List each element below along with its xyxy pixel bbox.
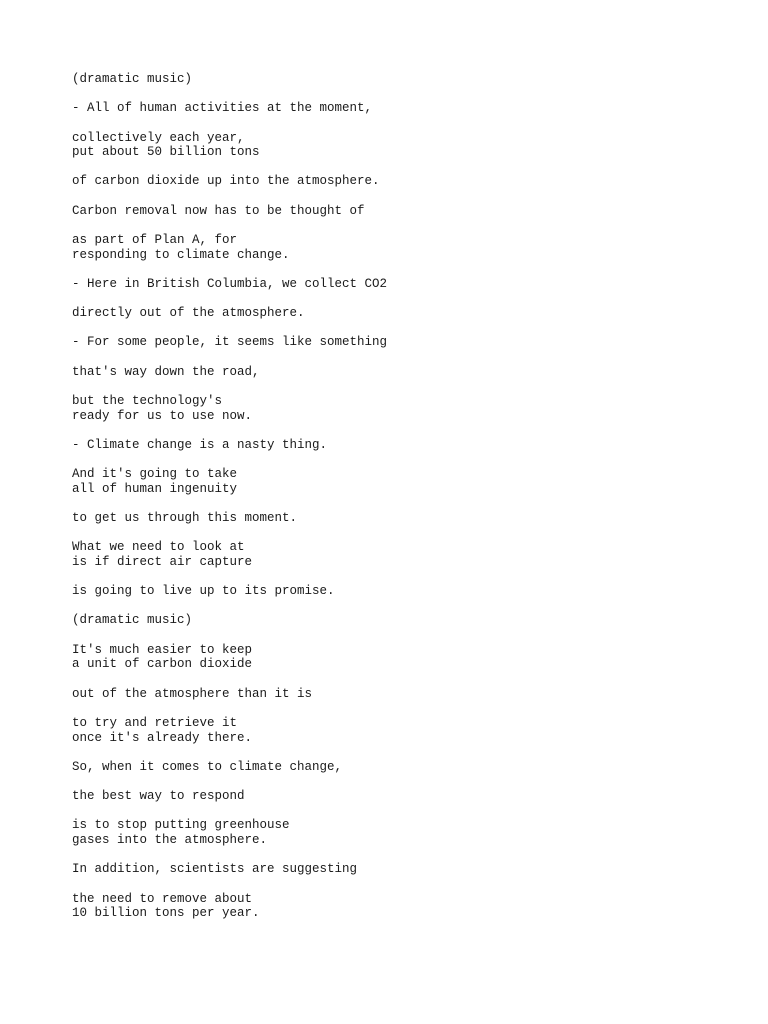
transcript-cue [72,584,712,599]
transcript-cue [72,335,712,350]
cue-line: ready for us to use now. [72,408,253,423]
cue-line: is to stop putting greenhouse [72,818,290,833]
transcript-cue [72,687,712,702]
cue-line: So, when it comes to climate change, [72,759,343,774]
cue-line: to try and retrieve it [72,715,238,730]
transcript-cue [72,643,712,672]
cue-line: collectively each year, [72,130,245,145]
cue-line: once it's already there. [72,730,253,745]
transcript-cue [72,511,712,526]
cue-line: Carbon removal now has to be thought of [72,203,365,218]
transcript-cue [72,174,712,189]
cue-line: out of the atmosphere than it is [72,686,313,701]
cue-line: What we need to look at [72,540,245,555]
cue-line: is if direct air capture [72,554,253,569]
transcript-cue [72,760,712,775]
transcript-cue [72,613,712,628]
cue-line: is going to live up to its promise. [72,584,335,599]
cue-line: (dramatic music) [72,72,193,86]
cue-line: a unit of carbon dioxide [72,657,253,672]
transcript-cue [72,277,712,292]
cue-line: as part of Plan A, for [72,233,238,247]
cue-line: In addition, scientists are suggesting [72,862,358,877]
cue-line: (dramatic music) [72,613,193,628]
cue-line: but the technology's [72,394,223,408]
cue-line: that's way down the road, [72,364,260,379]
cue-line: put about 50 billion tons [72,145,260,160]
transcript-cue [72,438,712,453]
transcript-cue [72,818,712,847]
cue-line: It's much easier to keep [72,642,253,657]
transcript-cue [72,540,712,569]
transcript-body [72,72,712,935]
transcript-cue [72,394,712,423]
transcript-cue [72,892,712,921]
cue-line: to get us through this moment. [72,511,298,526]
transcript-cue [72,131,712,160]
cue-line: responding to climate change. [72,247,290,262]
cue-line: gases into the atmosphere. [72,832,268,847]
cue-line: - All of human activities at the moment, [72,101,373,116]
cue-line: directly out of the atmosphere. [72,306,305,321]
cue-line: all of human ingenuity [72,481,238,496]
cue-line: the need to remove about [72,891,253,906]
transcript-cue [72,233,712,262]
cue-line: the best way to respond [72,789,245,804]
cue-line: 10 billion tons per year. [72,906,260,921]
cue-line: - For some people, it seems like something [72,335,388,350]
transcript-cue [72,306,712,321]
transcript-cue [72,101,712,116]
cue-line: And it's going to take [72,467,238,482]
transcript-cue [72,467,712,496]
transcript-cue [72,365,712,380]
transcript-cue [72,716,712,745]
transcript-cue [72,862,712,877]
transcript-cue [72,204,712,219]
cue-line: of carbon dioxide up into the atmosphere. [72,174,380,189]
transcript-cue [72,72,712,87]
cue-line: - Here in British Columbia, we collect CO2 [72,276,388,291]
cue-line: - Climate change is a nasty thing. [72,437,328,452]
transcript-cue [72,789,712,804]
